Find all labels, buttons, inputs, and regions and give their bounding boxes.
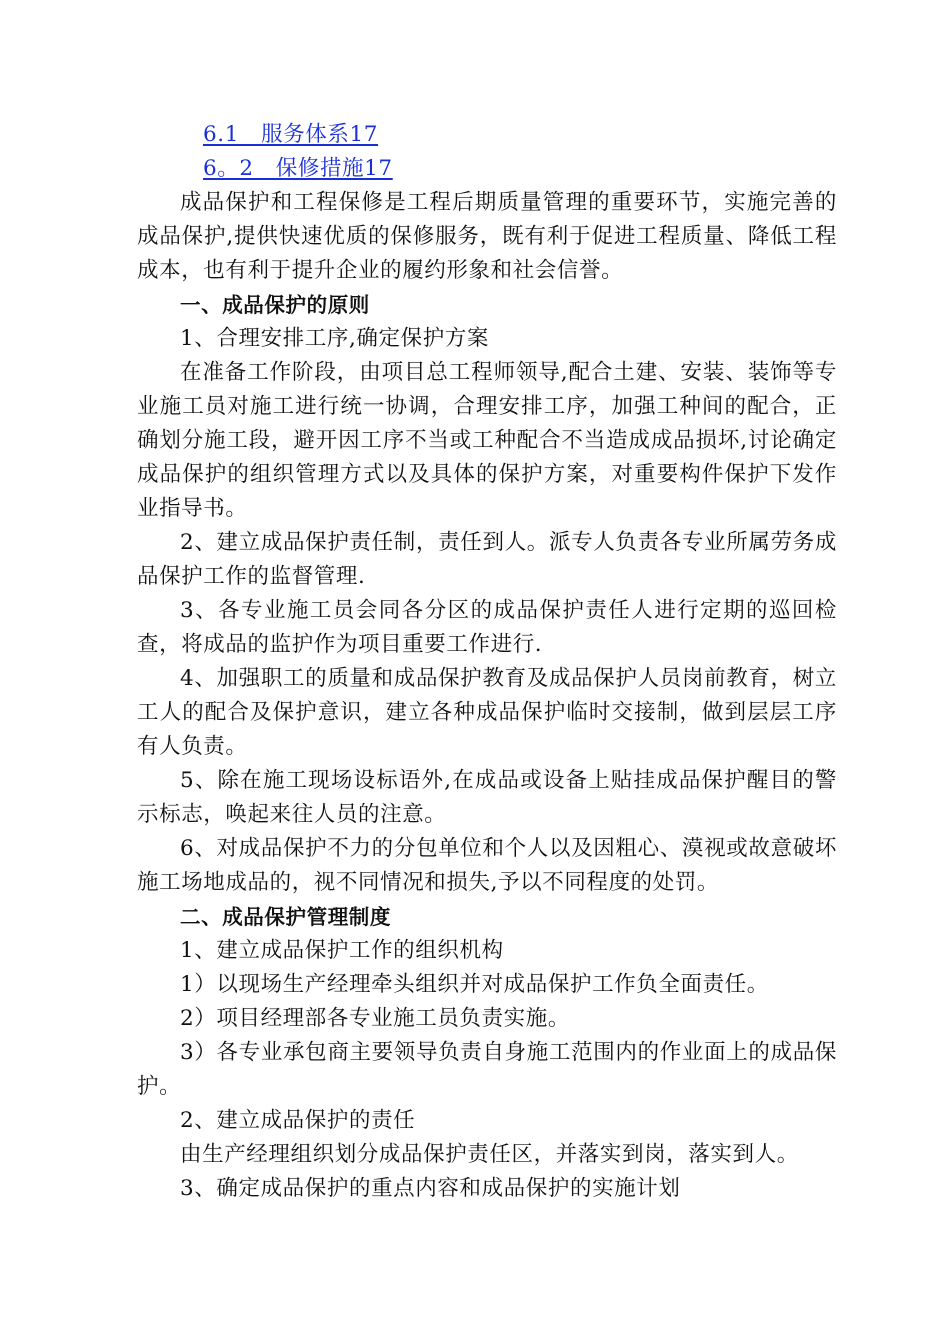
body-paragraph: 5、除在施工现场设标语外,在成品或设备上贴挂成品保护醒目的警示标志，唤起来往人员的注意。: [137, 768, 837, 827]
body-paragraph: 由生产经理组织划分成品保护责任区，并落实到岗，落实到人。: [180, 1142, 799, 1167]
intro-paragraph: 成品保护和工程保修是工程后期质量管理的重要环节，实施完善的成品保护,提供快速优质的保修服务，既有利于促进工程质量、降低工程成本，也有利于提升企业的履约形象和社会信誉。: [137, 190, 837, 283]
body-paragraph: 6、对成品保护不力的分包单位和个人以及因粗心、漠视或故意破坏施工场地成品的，视不同情况和损失,予以不同程度的处罚。: [137, 836, 837, 895]
list-item: 1）以现场生产经理牵头组织并对成品保护工作负全面责任。: [180, 972, 769, 997]
item-heading: 2、建立成品保护的责任: [180, 1108, 416, 1133]
item-heading: 1、合理安排工序,确定保护方案: [180, 326, 490, 351]
section-heading-principles: 一、成品保护的原则: [180, 293, 370, 317]
item-heading: 1、建立成品保护工作的组织机构: [180, 938, 504, 963]
toc-link-service-system[interactable]: 6.1 服务体系17: [203, 122, 379, 147]
list-item: 3）各专业承包商主要领导负责自身施工范围内的作业面上的成品保护。: [137, 1040, 837, 1099]
toc-entry: [203, 152, 837, 186]
body-paragraph: 4、加强职工的质量和成品保护教育及成品保护人员岗前教育，树立工人的配合及保护意识，建立各种成品保护临时交接制，做到层层工序有人负责。: [137, 666, 837, 759]
body-paragraph: 2、建立成品保护责任制，责任到人。派专人负责各专业所属劳务成品保护工作的监督管理.: [137, 530, 837, 589]
toc: [203, 118, 837, 186]
toc-link-warranty-measures[interactable]: 6。2 保修措施17: [203, 156, 393, 181]
section-heading-management: 二、成品保护管理制度: [180, 905, 391, 929]
body-paragraph: 在准备工作阶段，由项目总工程师领导,配合土建、安装、装饰等专业施工员对施工进行统一协调，合理安排工序，加强工种间的配合，正确划分施工段，避开因工序不当或工种配合不当造成成品损坏,讨论确定成品保护的组织管理方式以及具体的保护方案，对重要构件保护下发作业指导书。: [137, 360, 837, 521]
item-heading: 3、确定成品保护的重点内容和成品保护的实施计划: [180, 1176, 681, 1201]
list-item: 2）项目经理部各专业施工员负责实施。: [180, 1006, 570, 1031]
document-body: [137, 118, 837, 1206]
body-paragraph: 3、各专业施工员会同各分区的成品保护责任人进行定期的巡回检查，将成品的监护作为项目重要工作进行.: [137, 598, 837, 657]
toc-entry: [203, 118, 837, 152]
